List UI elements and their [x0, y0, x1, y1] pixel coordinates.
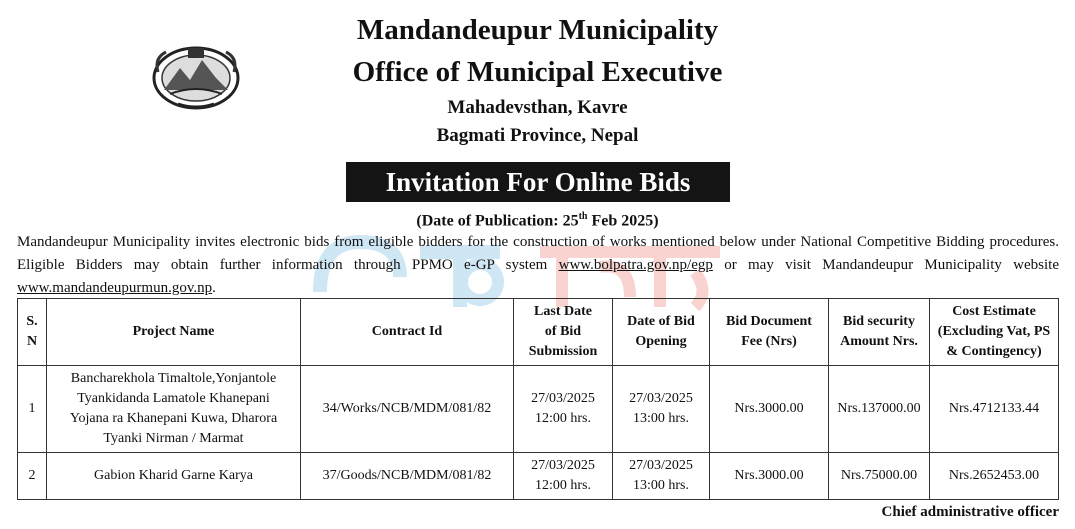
- cell-sn: 2: [18, 453, 47, 500]
- municipality-name: Mandandeupur Municipality: [356, 14, 719, 46]
- header-document-fee: [710, 299, 829, 366]
- office-name: Office of Municipal Executive: [352, 56, 723, 88]
- header-cost-b: (Excluding Vat, PS: [937, 324, 1051, 339]
- table-row: [18, 453, 1059, 500]
- header-open-b: Opening: [635, 334, 687, 349]
- header-open-a: Date of Bid: [627, 314, 695, 329]
- cell-last-date: [514, 453, 613, 500]
- header-cost-a: Cost Estimate: [952, 304, 1036, 319]
- table-row: [18, 366, 1059, 453]
- open-date-value: 27/03/2025: [629, 458, 693, 473]
- header-sn-b: N: [26, 334, 38, 349]
- project-line: Bancharekhola Timaltole,Yonjantole: [70, 371, 277, 386]
- open-date-value: 27/03/2025: [629, 391, 693, 406]
- cell-cost-estimate: Nrs.4712133.44: [930, 366, 1059, 453]
- bids-table: [17, 298, 1059, 500]
- project-line: Tyanki Nirman / Marmat: [103, 431, 244, 446]
- publication-date-rest: Feb 2025): [587, 212, 659, 230]
- open-time-value: 13:00 hrs.: [633, 478, 689, 493]
- cell-contract-id: 37/Goods/NCB/MDM/081/82: [301, 453, 514, 500]
- header-cost-estimate: [930, 299, 1059, 366]
- project-line: Tyankidanda Lamatole Khanepani: [77, 391, 270, 406]
- last-date-value: 27/03/2025: [531, 391, 595, 406]
- header-project-name: Project Name: [47, 299, 301, 366]
- header-sn: [18, 299, 47, 366]
- cell-project-name: Gabion Kharid Garne Karya: [47, 453, 301, 500]
- cell-document-fee: Nrs.3000.00: [710, 366, 829, 453]
- header-cost-c: & Contingency): [946, 344, 1042, 359]
- intro-text-2: or may visit Mandandeupur Municipality website: [712, 257, 1059, 273]
- header-fee-b: Fee (Nrs): [741, 334, 797, 349]
- municipality-website-link[interactable]: www.mandandeupurmun.gov.np: [17, 280, 213, 296]
- cell-opening-date: [613, 366, 710, 453]
- open-time-value: 13:00 hrs.: [633, 411, 689, 426]
- project-line: Yojana ra Khanepani Kuwa, Dharora: [69, 411, 278, 426]
- header-sn-a: S.: [26, 314, 38, 329]
- bolpatra-link[interactable]: www.bolpatra.gov.np/egp: [558, 257, 713, 273]
- intro-paragraph: [17, 231, 1059, 300]
- signature-title: Chief administrative officer: [881, 504, 1059, 520]
- header-fee-a: Bid Document: [726, 314, 812, 329]
- publication-date-suffix-sup: th: [578, 211, 588, 222]
- cell-bid-security: Nrs.137000.00: [829, 366, 930, 453]
- header-sec-b: Amount Nrs.: [840, 334, 918, 349]
- intro-text-3: .: [212, 280, 216, 296]
- cell-sn: 1: [18, 366, 47, 453]
- table-header-row: [18, 299, 1059, 366]
- header-opening-date: [613, 299, 710, 366]
- cell-contract-id: 34/Works/NCB/MDM/081/82: [301, 366, 514, 453]
- intro-text-1: Mandandeupur Municipality invites electronic bids from eligible bidders for the construction of works mentioned below under National Competitive Bidding procedures. Eligible Bidders may obtain further information through PPMO e-GP system: [17, 234, 1059, 273]
- header-bid-security: [829, 299, 930, 366]
- cell-cost-estimate: Nrs.2652453.00: [930, 453, 1059, 500]
- header-sec-a: Bid security: [843, 314, 915, 329]
- cell-document-fee: Nrs.3000.00: [710, 453, 829, 500]
- header-last-date: [514, 299, 613, 366]
- cell-opening-date: [613, 453, 710, 500]
- notice-title-banner: Invitation For Online Bids: [346, 162, 730, 202]
- last-time-value: 12:00 hrs.: [535, 411, 591, 426]
- header-last-b: of Bid: [544, 324, 582, 339]
- address-line-2: Bagmati Province, Nepal: [436, 125, 639, 146]
- cell-last-date: [514, 366, 613, 453]
- header-contract-id: Contract Id: [301, 299, 514, 366]
- address-line-1: Mahadevsthan, Kavre: [447, 97, 628, 118]
- header-last-c: Submission: [528, 344, 598, 359]
- cell-bid-security: Nrs.75000.00: [829, 453, 930, 500]
- cell-project-name: [47, 366, 301, 453]
- last-time-value: 12:00 hrs.: [535, 478, 591, 493]
- header-last-a: Last Date: [534, 304, 592, 319]
- publication-date-prefix: (Date of Publication: 25: [416, 212, 579, 230]
- last-date-value: 27/03/2025: [531, 458, 595, 473]
